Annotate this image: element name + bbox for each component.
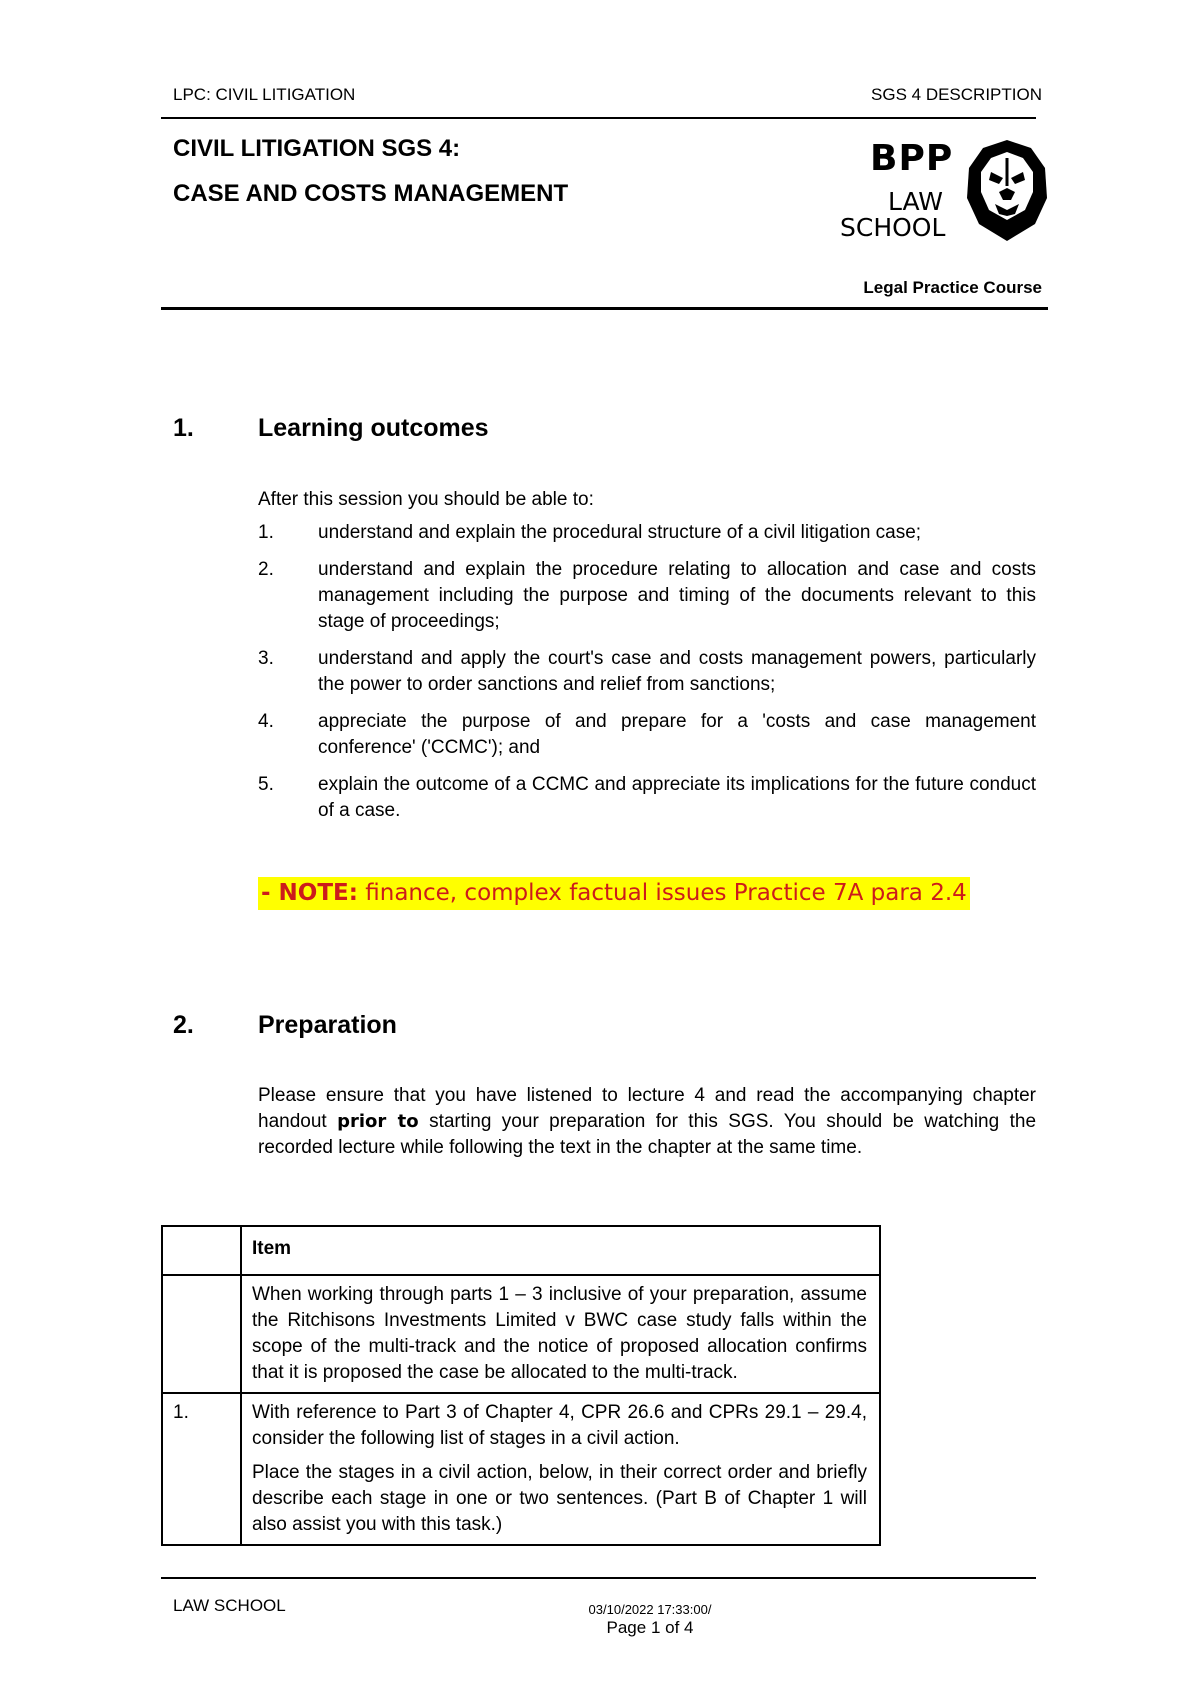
table-cell-number [162,1275,241,1393]
list-item [258,772,1036,824]
lion-head-icon [965,138,1050,243]
list-item [258,520,1036,546]
footer-rule [161,1577,1036,1579]
document-title-line2: CASE AND COSTS MANAGEMENT [173,180,569,207]
preparation-paragraph [258,1083,1036,1161]
table-cell-number: 1. [162,1393,241,1545]
preparation-text-b: starting your preparation for this SGS. You should be watching the recorded lecture while following the text in the chapter at the same time. [258,1111,1037,1158]
title-block-rule [161,307,1048,310]
learning-outcomes-intro: After this session you should be able to: [258,489,594,510]
logo-line2: SCHOOL [840,213,946,242]
list-item-number: 1. [258,522,274,543]
footer-page-number: Page 1 of 4 [606,1618,694,1637]
preparation-emphasis: prior to [337,1111,419,1132]
list-item-text: explain the outcome of a CCMC and appreciate its implications for the future conduct of a case. [318,774,1036,821]
note-text: finance, complex factual issues Practice 7A para 2.4 [357,880,967,906]
running-header-left: LPC: CIVIL LITIGATION [173,85,356,104]
learning-outcomes-list [258,520,1036,835]
table-header-item: Item [241,1226,880,1275]
list-item-text: understand and explain the procedure relating to allocation and case and costs management including the purpose and timing of the documents relevant to this stage of proceedings; [318,559,1036,632]
section-1-number: 1. [173,414,194,442]
logo-line1: LAW [888,187,943,216]
preparation-text-a: Please ensure that you have listened to lecture 4 and read the accompanying chapter handout [258,1085,1036,1132]
section-2-number: 2. [173,1011,194,1039]
table-cell-text: When working through parts 1 – 3 inclusive of your preparation, assume the Ritchisons Investments Limited v BWC case study falls within the scope of the multi-track and the notice of proposed allocation confirms that it is proposed the case be allocated to the multi-track. [241,1275,880,1393]
list-item-number: 3. [258,648,274,669]
list-item-text: appreciate the purpose of and prepare for a 'costs and case management conference' ('CCMC'); and [318,711,1036,758]
table-cell-paragraph: Place the stages in a civil action, below, in their correct order and briefly describe each stage in one or two sentences. (Part B of Chapter 1 will also assist you with this task.) [252,1462,867,1535]
list-item-text: understand and apply the court's case and costs management powers, particularly the power to order sanctions and relief from sanctions; [318,648,1036,695]
list-item [258,709,1036,761]
header-rule [161,117,1036,119]
bpp-logo [840,138,1050,243]
footer-date: 03/10/2022 17:33:00/ [588,1602,712,1617]
preparation-items-table [161,1225,881,1546]
note-prefix: - NOTE: [261,880,358,906]
table-row [162,1275,880,1393]
highlighted-note [258,877,970,910]
list-item-number: 4. [258,711,274,732]
footer-left: LAW SCHOOL [173,1596,286,1615]
table-header-row [162,1226,880,1275]
list-item-text: understand and explain the procedural structure of a civil litigation case; [318,522,922,543]
table-header-number [162,1226,241,1275]
table-cell-paragraph: With reference to Part 3 of Chapter 4, CPR 26.6 and CPRs 29.1 – 29.4, consider the following list of stages in a civil action. [252,1402,867,1449]
list-item [258,557,1036,635]
list-item [258,646,1036,698]
document-title-line1: CIVIL LITIGATION SGS 4: [173,135,461,162]
running-header-right: SGS 4 DESCRIPTION [871,85,1042,104]
list-item-number: 5. [258,774,274,795]
table-row [162,1393,880,1545]
section-1-title: Learning outcomes [258,414,489,442]
logo-brand: BPP [870,138,954,179]
section-2-title: Preparation [258,1011,397,1039]
course-name: Legal Practice Course [863,278,1042,297]
list-item-number: 2. [258,559,274,580]
table-cell-text [241,1393,880,1545]
